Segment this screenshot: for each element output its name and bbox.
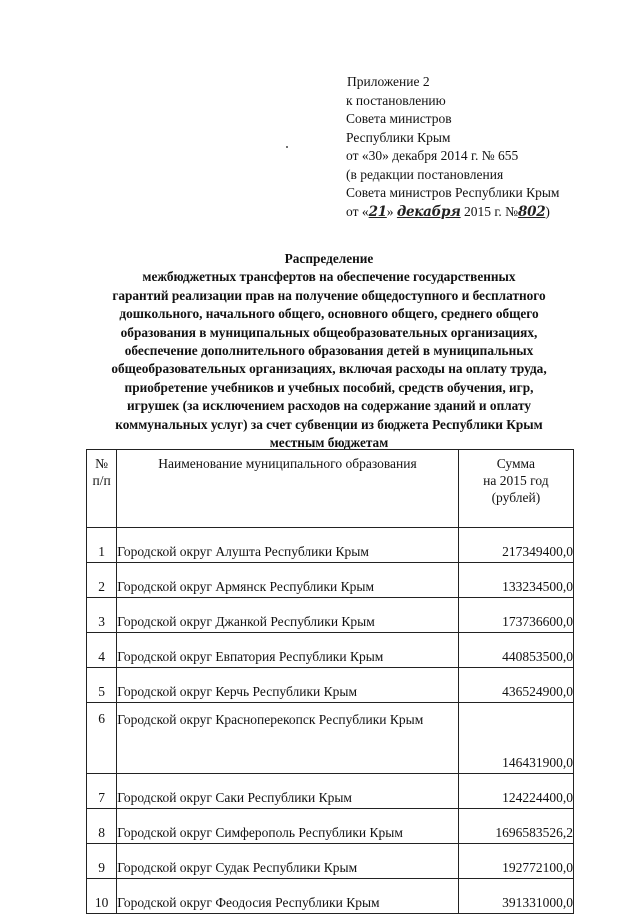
document-title	[84, 250, 574, 452]
table-row	[87, 703, 574, 774]
table-row	[87, 809, 574, 844]
table-row	[87, 668, 574, 703]
table-row	[87, 844, 574, 879]
row-municipality: Городской округ Феодосия Республики Крым	[117, 879, 459, 914]
row-amount: 1696583526,2	[458, 809, 573, 844]
header-number	[87, 450, 117, 528]
header-amount-line: (рублей)	[491, 490, 541, 505]
row-municipality: Городской округ Евпатория Республики Крым	[117, 633, 459, 668]
row-amount: 133234500,0	[458, 563, 573, 598]
row-number: 1	[87, 528, 117, 563]
header-number-abbrev: п/п	[92, 473, 111, 488]
appendix-line: (в редакции постановления	[346, 166, 504, 182]
header-municipality	[117, 450, 459, 528]
header-number-sign: №	[95, 456, 109, 471]
appendix-line: от «30» декабря 2014 г. № 655	[346, 148, 519, 163]
header-amount-line: на 2015 год	[483, 473, 549, 488]
row-number: 4	[87, 633, 117, 668]
row-municipality: Городской округ Алушта Республики Крым	[117, 528, 459, 563]
table-row	[87, 563, 574, 598]
stray-dot-mark	[286, 146, 288, 148]
row-municipality: Городской округ Симферополь Республики Крым	[117, 809, 459, 844]
row-municipality: Городской округ Судак Республики Крым	[117, 844, 459, 879]
row-amount: 391331000,0	[458, 879, 573, 914]
title-line: межбюджетных трансфертов на обеспечение государственных	[142, 269, 516, 285]
row-amount: 146431900,0	[458, 703, 573, 774]
header-municipality-label: Наименование муниципального образования	[158, 456, 417, 471]
title-line: гарантий реализации прав на получение общедоступного и бесплатного	[112, 287, 546, 303]
amendment-mid: »	[386, 203, 397, 219]
row-amount: 124224400,0	[458, 774, 573, 809]
table-header-row	[87, 450, 574, 528]
amendment-year: 2015 г. №	[460, 203, 519, 219]
appendix-line: к постановлению	[346, 92, 446, 108]
allocation-table	[86, 449, 574, 914]
title-line: игрушек (за исключением расходов на содержание зданий и оплату	[126, 398, 531, 414]
row-municipality: Городской округ Керчь Республики Крым	[117, 668, 459, 703]
row-number: 7	[87, 774, 117, 809]
title-line: коммунальных услуг) за счет субвенции из бюджета Республики Крым	[115, 416, 543, 432]
title-line: дошкольного, начального общего, основного общего, среднего общего	[119, 306, 539, 322]
header-amount	[458, 450, 573, 528]
row-amount: 436524900,0	[458, 668, 573, 703]
title-line: образования в муниципальных общеобразовательных организациях,	[120, 324, 538, 340]
row-amount: 217349400,0	[458, 528, 573, 563]
title-line: приобретение учебников и учебных пособий, средств обучения, игр,	[124, 379, 534, 395]
appendix-amendment-line	[346, 203, 626, 222]
amendment-number-handwritten: 802	[518, 203, 546, 220]
table-row	[87, 528, 574, 563]
row-municipality	[117, 703, 459, 774]
row-amount: 440853500,0	[458, 633, 573, 668]
amendment-prefix: от «	[346, 203, 369, 219]
appendix-line: Совета министров	[346, 111, 452, 126]
row-number: 2	[87, 563, 117, 598]
row-amount: 192772100,0	[458, 844, 573, 879]
row-municipality-value: Городской округ Красноперекопск Республики Крым	[117, 712, 424, 727]
row-number: 3	[87, 598, 117, 633]
amendment-day-handwritten: 21	[368, 203, 387, 220]
row-amount: 173736600,0	[458, 598, 573, 633]
title-line: местным бюджетам	[269, 435, 389, 451]
row-number: 5	[87, 668, 117, 703]
row-number: 10	[87, 879, 117, 914]
table-row	[87, 774, 574, 809]
appendix-line: Приложение 2	[347, 74, 430, 89]
amendment-month-handwritten: декабря	[396, 203, 461, 220]
row-number: 8	[87, 809, 117, 844]
appendix-line: Республики Крым	[346, 129, 451, 145]
appendix-line: Совета министров Республики Крым	[346, 185, 560, 200]
table-row	[87, 598, 574, 633]
title-line: общеобразовательных организациях, включая расходы на оплату труда,	[111, 361, 547, 377]
table-row	[87, 633, 574, 668]
row-number	[87, 703, 117, 774]
table-row	[87, 879, 574, 914]
title-heading: Распределение	[284, 251, 374, 266]
header-amount-line: Сумма	[496, 456, 535, 471]
row-municipality: Городской округ Джанкой Республики Крым	[117, 598, 459, 633]
row-number-value: 6	[98, 711, 105, 726]
row-number: 9	[87, 844, 117, 879]
amendment-suffix: )	[545, 203, 550, 219]
row-municipality: Городской округ Армянск Республики Крым	[117, 563, 459, 598]
row-municipality: Городской округ Саки Республики Крым	[117, 774, 459, 809]
title-line: обеспечение дополнительного образования детей в муниципальных	[124, 343, 534, 359]
appendix-block	[346, 73, 626, 221]
